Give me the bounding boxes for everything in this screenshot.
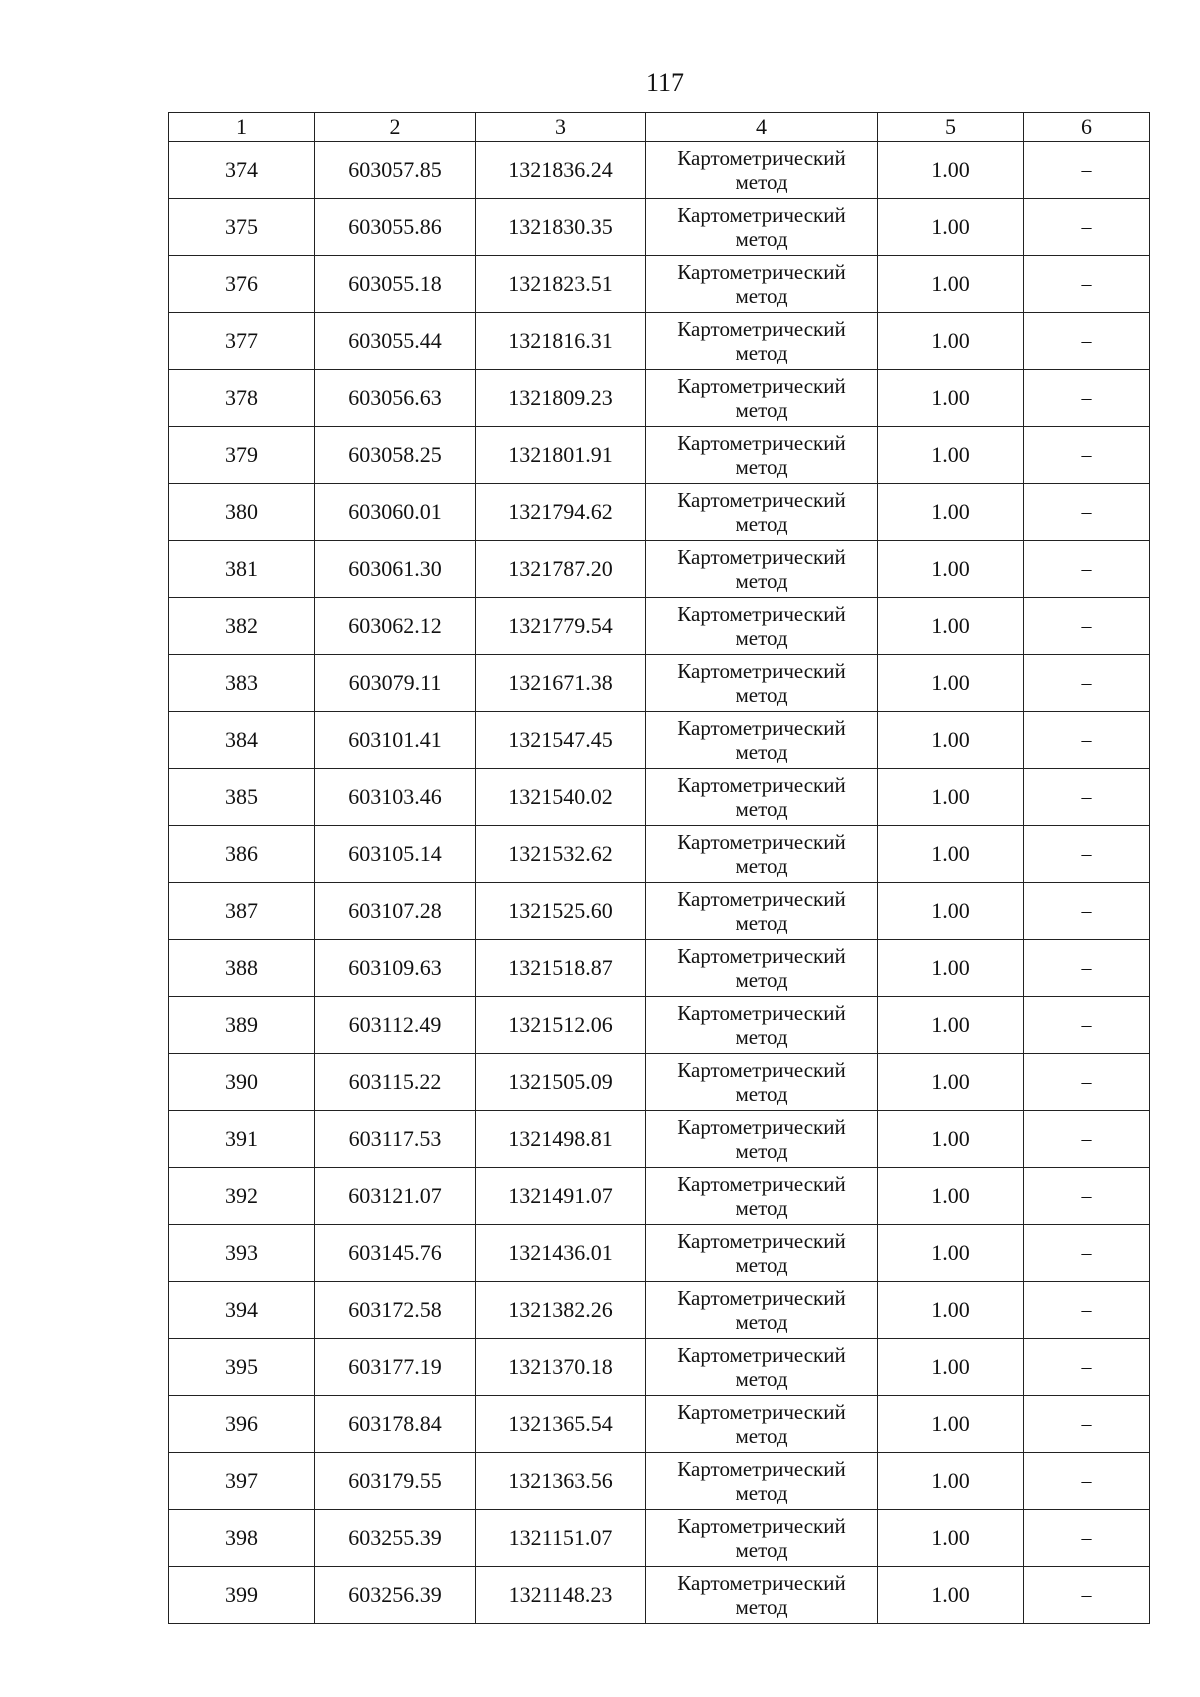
method-line-1: Картометрический xyxy=(677,1457,846,1481)
method-line-1: Картометрический xyxy=(677,716,846,740)
y-coordinate-cell: 1321836.24 xyxy=(476,142,646,199)
method-line-1: Картометрический xyxy=(677,374,846,398)
accuracy-cell: 1.00 xyxy=(878,313,1024,370)
method-line-2: метод xyxy=(735,1082,788,1106)
accuracy-cell: 1.00 xyxy=(878,1282,1024,1339)
accuracy-cell: 1.00 xyxy=(878,940,1024,997)
table-row xyxy=(169,142,1150,199)
x-coordinate-cell: 603101.41 xyxy=(315,712,476,769)
method-cell xyxy=(646,940,878,997)
table-row xyxy=(169,1225,1150,1282)
x-coordinate-cell: 603112.49 xyxy=(315,997,476,1054)
method-line-2: метод xyxy=(735,797,788,821)
table-row xyxy=(169,655,1150,712)
accuracy-cell: 1.00 xyxy=(878,712,1024,769)
point-number-cell: 376 xyxy=(169,256,315,313)
method-cell xyxy=(646,1111,878,1168)
method-line-1: Картометрический xyxy=(677,602,846,626)
note-cell: – xyxy=(1024,997,1150,1054)
method-cell xyxy=(646,199,878,256)
x-coordinate-cell: 603256.39 xyxy=(315,1567,476,1624)
x-coordinate-cell: 603056.63 xyxy=(315,370,476,427)
y-coordinate-cell: 1321363.56 xyxy=(476,1453,646,1510)
y-coordinate-cell: 1321823.51 xyxy=(476,256,646,313)
accuracy-cell: 1.00 xyxy=(878,1567,1024,1624)
y-coordinate-cell: 1321151.07 xyxy=(476,1510,646,1567)
accuracy-cell: 1.00 xyxy=(878,655,1024,712)
x-coordinate-cell: 603117.53 xyxy=(315,1111,476,1168)
note-cell: – xyxy=(1024,826,1150,883)
y-coordinate-cell: 1321491.07 xyxy=(476,1168,646,1225)
note-cell: – xyxy=(1024,256,1150,313)
x-coordinate-cell: 603055.86 xyxy=(315,199,476,256)
method-line-1: Картометрический xyxy=(677,146,846,170)
note-cell: – xyxy=(1024,142,1150,199)
method-cell xyxy=(646,1453,878,1510)
point-number-cell: 396 xyxy=(169,1396,315,1453)
note-cell: – xyxy=(1024,313,1150,370)
method-cell xyxy=(646,313,878,370)
method-cell xyxy=(646,256,878,313)
table-row xyxy=(169,1111,1150,1168)
point-number-cell: 393 xyxy=(169,1225,315,1282)
table-row xyxy=(169,826,1150,883)
accuracy-cell: 1.00 xyxy=(878,142,1024,199)
method-line-2: метод xyxy=(735,1196,788,1220)
method-cell xyxy=(646,883,878,940)
note-cell: – xyxy=(1024,199,1150,256)
method-line-1: Картометрический xyxy=(677,545,846,569)
method-line-1: Картометрический xyxy=(677,1229,846,1253)
note-cell: – xyxy=(1024,484,1150,541)
method-cell xyxy=(646,1567,878,1624)
y-coordinate-cell: 1321779.54 xyxy=(476,598,646,655)
method-line-2: метод xyxy=(735,398,788,422)
method-line-1: Картометрический xyxy=(677,659,846,683)
x-coordinate-cell: 603145.76 xyxy=(315,1225,476,1282)
x-coordinate-cell: 603115.22 xyxy=(315,1054,476,1111)
method-cell xyxy=(646,598,878,655)
accuracy-cell: 1.00 xyxy=(878,1510,1024,1567)
method-line-2: метод xyxy=(735,341,788,365)
accuracy-cell: 1.00 xyxy=(878,883,1024,940)
point-number-cell: 388 xyxy=(169,940,315,997)
x-coordinate-cell: 603178.84 xyxy=(315,1396,476,1453)
x-coordinate-cell: 603079.11 xyxy=(315,655,476,712)
method-line-1: Картометрический xyxy=(677,1058,846,1082)
x-coordinate-cell: 603062.12 xyxy=(315,598,476,655)
method-line-1: Картометрический xyxy=(677,260,846,284)
page-number: 117 xyxy=(645,68,685,97)
table-row xyxy=(169,997,1150,1054)
accuracy-cell: 1.00 xyxy=(878,256,1024,313)
x-coordinate-cell: 603121.07 xyxy=(315,1168,476,1225)
header-cell: 4 xyxy=(646,113,878,142)
accuracy-cell: 1.00 xyxy=(878,598,1024,655)
y-coordinate-cell: 1321816.31 xyxy=(476,313,646,370)
method-cell xyxy=(646,1339,878,1396)
method-line-1: Картометрический xyxy=(677,1172,846,1196)
method-cell xyxy=(646,370,878,427)
table-row xyxy=(169,1396,1150,1453)
note-cell: – xyxy=(1024,655,1150,712)
note-cell: – xyxy=(1024,1339,1150,1396)
y-coordinate-cell: 1321787.20 xyxy=(476,541,646,598)
accuracy-cell: 1.00 xyxy=(878,1339,1024,1396)
point-number-cell: 381 xyxy=(169,541,315,598)
method-line-2: метод xyxy=(735,512,788,536)
y-coordinate-cell: 1321525.60 xyxy=(476,883,646,940)
method-line-1: Картометрический xyxy=(677,773,846,797)
table-row xyxy=(169,1054,1150,1111)
method-cell xyxy=(646,1168,878,1225)
y-coordinate-cell: 1321382.26 xyxy=(476,1282,646,1339)
table-row xyxy=(169,484,1150,541)
note-cell: – xyxy=(1024,1567,1150,1624)
y-coordinate-cell: 1321148.23 xyxy=(476,1567,646,1624)
accuracy-cell: 1.00 xyxy=(878,1396,1024,1453)
method-cell xyxy=(646,1282,878,1339)
method-line-1: Картометрический xyxy=(677,431,846,455)
note-cell: – xyxy=(1024,598,1150,655)
accuracy-cell: 1.00 xyxy=(878,1054,1024,1111)
method-line-2: метод xyxy=(735,1025,788,1049)
point-number-cell: 380 xyxy=(169,484,315,541)
method-line-2: метод xyxy=(735,683,788,707)
method-line-2: метод xyxy=(735,227,788,251)
y-coordinate-cell: 1321540.02 xyxy=(476,769,646,826)
x-coordinate-cell: 603058.25 xyxy=(315,427,476,484)
method-line-1: Картометрический xyxy=(677,830,846,854)
note-cell: – xyxy=(1024,1282,1150,1339)
method-cell xyxy=(646,769,878,826)
method-line-1: Картометрический xyxy=(677,1571,846,1595)
point-number-cell: 383 xyxy=(169,655,315,712)
method-line-2: метод xyxy=(735,170,788,194)
method-line-2: метод xyxy=(735,740,788,764)
y-coordinate-cell: 1321512.06 xyxy=(476,997,646,1054)
method-line-1: Картометрический xyxy=(677,1115,846,1139)
point-number-cell: 386 xyxy=(169,826,315,883)
method-line-2: метод xyxy=(735,1538,788,1562)
x-coordinate-cell: 603060.01 xyxy=(315,484,476,541)
method-line-2: метод xyxy=(735,1139,788,1163)
method-line-1: Картометрический xyxy=(677,488,846,512)
table-row xyxy=(169,1567,1150,1624)
point-number-cell: 398 xyxy=(169,1510,315,1567)
table-row xyxy=(169,370,1150,427)
y-coordinate-cell: 1321801.91 xyxy=(476,427,646,484)
y-coordinate-cell: 1321547.45 xyxy=(476,712,646,769)
accuracy-cell: 1.00 xyxy=(878,370,1024,427)
point-number-cell: 394 xyxy=(169,1282,315,1339)
table-row xyxy=(169,256,1150,313)
method-cell xyxy=(646,484,878,541)
method-line-2: метод xyxy=(735,1253,788,1277)
accuracy-cell: 1.00 xyxy=(878,1168,1024,1225)
table-row xyxy=(169,712,1150,769)
table-row xyxy=(169,1282,1150,1339)
method-line-1: Картометрический xyxy=(677,1400,846,1424)
header-cell: 2 xyxy=(315,113,476,142)
method-line-2: метод xyxy=(735,284,788,308)
note-cell: – xyxy=(1024,883,1150,940)
x-coordinate-cell: 603177.19 xyxy=(315,1339,476,1396)
method-line-2: метод xyxy=(735,1310,788,1334)
method-line-2: метод xyxy=(735,1595,788,1619)
method-line-1: Картометрический xyxy=(677,317,846,341)
table-row xyxy=(169,1168,1150,1225)
y-coordinate-cell: 1321830.35 xyxy=(476,199,646,256)
method-line-2: метод xyxy=(735,1367,788,1391)
y-coordinate-cell: 1321671.38 xyxy=(476,655,646,712)
point-number-cell: 390 xyxy=(169,1054,315,1111)
method-line-2: метод xyxy=(735,569,788,593)
method-line-2: метод xyxy=(735,626,788,650)
method-cell xyxy=(646,1054,878,1111)
method-line-1: Картометрический xyxy=(677,944,846,968)
y-coordinate-cell: 1321809.23 xyxy=(476,370,646,427)
x-coordinate-cell: 603107.28 xyxy=(315,883,476,940)
method-line-1: Картометрический xyxy=(677,1286,846,1310)
x-coordinate-cell: 603179.55 xyxy=(315,1453,476,1510)
point-number-cell: 395 xyxy=(169,1339,315,1396)
point-number-cell: 399 xyxy=(169,1567,315,1624)
method-line-2: метод xyxy=(735,911,788,935)
x-coordinate-cell: 603105.14 xyxy=(315,826,476,883)
method-line-1: Картометрический xyxy=(677,1514,846,1538)
point-number-cell: 379 xyxy=(169,427,315,484)
point-number-cell: 377 xyxy=(169,313,315,370)
y-coordinate-cell: 1321498.81 xyxy=(476,1111,646,1168)
note-cell: – xyxy=(1024,769,1150,826)
header-cell: 1 xyxy=(169,113,315,142)
table-row xyxy=(169,427,1150,484)
accuracy-cell: 1.00 xyxy=(878,997,1024,1054)
note-cell: – xyxy=(1024,541,1150,598)
method-cell xyxy=(646,142,878,199)
x-coordinate-cell: 603055.44 xyxy=(315,313,476,370)
header-cell: 3 xyxy=(476,113,646,142)
table-header-row xyxy=(169,113,1150,142)
y-coordinate-cell: 1321518.87 xyxy=(476,940,646,997)
point-number-cell: 397 xyxy=(169,1453,315,1510)
y-coordinate-cell: 1321532.62 xyxy=(476,826,646,883)
method-line-2: метод xyxy=(735,854,788,878)
point-number-cell: 389 xyxy=(169,997,315,1054)
method-cell xyxy=(646,826,878,883)
point-number-cell: 382 xyxy=(169,598,315,655)
table-row xyxy=(169,769,1150,826)
table-row xyxy=(169,940,1150,997)
y-coordinate-cell: 1321794.62 xyxy=(476,484,646,541)
note-cell: – xyxy=(1024,1453,1150,1510)
accuracy-cell: 1.00 xyxy=(878,427,1024,484)
accuracy-cell: 1.00 xyxy=(878,1225,1024,1282)
method-line-1: Картометрический xyxy=(677,1343,846,1367)
accuracy-cell: 1.00 xyxy=(878,541,1024,598)
x-coordinate-cell: 603061.30 xyxy=(315,541,476,598)
x-coordinate-cell: 603057.85 xyxy=(315,142,476,199)
x-coordinate-cell: 603255.39 xyxy=(315,1510,476,1567)
method-line-2: метод xyxy=(735,1424,788,1448)
x-coordinate-cell: 603055.18 xyxy=(315,256,476,313)
point-number-cell: 391 xyxy=(169,1111,315,1168)
accuracy-cell: 1.00 xyxy=(878,1111,1024,1168)
table-row xyxy=(169,313,1150,370)
method-line-2: метод xyxy=(735,968,788,992)
header-cell: 5 xyxy=(878,113,1024,142)
x-coordinate-cell: 603103.46 xyxy=(315,769,476,826)
y-coordinate-cell: 1321370.18 xyxy=(476,1339,646,1396)
table-row xyxy=(169,1453,1150,1510)
method-line-1: Картометрический xyxy=(677,203,846,227)
table-row xyxy=(169,541,1150,598)
method-line-2: метод xyxy=(735,1481,788,1505)
point-number-cell: 387 xyxy=(169,883,315,940)
point-number-cell: 374 xyxy=(169,142,315,199)
method-cell xyxy=(646,1510,878,1567)
method-line-1: Картометрический xyxy=(677,887,846,911)
note-cell: – xyxy=(1024,427,1150,484)
table-row xyxy=(169,199,1150,256)
point-number-cell: 392 xyxy=(169,1168,315,1225)
point-number-cell: 384 xyxy=(169,712,315,769)
accuracy-cell: 1.00 xyxy=(878,769,1024,826)
point-number-cell: 378 xyxy=(169,370,315,427)
accuracy-cell: 1.00 xyxy=(878,826,1024,883)
method-cell xyxy=(646,541,878,598)
y-coordinate-cell: 1321505.09 xyxy=(476,1054,646,1111)
method-cell xyxy=(646,427,878,484)
method-cell xyxy=(646,712,878,769)
method-cell xyxy=(646,1396,878,1453)
note-cell: – xyxy=(1024,940,1150,997)
note-cell: – xyxy=(1024,1510,1150,1567)
header-cell: 6 xyxy=(1024,113,1150,142)
coordinates-table xyxy=(168,112,1150,1624)
point-number-cell: 375 xyxy=(169,199,315,256)
note-cell: – xyxy=(1024,370,1150,427)
note-cell: – xyxy=(1024,1168,1150,1225)
method-line-1: Картометрический xyxy=(677,1001,846,1025)
table-row xyxy=(169,1339,1150,1396)
note-cell: – xyxy=(1024,1111,1150,1168)
accuracy-cell: 1.00 xyxy=(878,484,1024,541)
x-coordinate-cell: 603109.63 xyxy=(315,940,476,997)
method-line-2: метод xyxy=(735,455,788,479)
method-cell xyxy=(646,997,878,1054)
y-coordinate-cell: 1321365.54 xyxy=(476,1396,646,1453)
accuracy-cell: 1.00 xyxy=(878,1453,1024,1510)
note-cell: – xyxy=(1024,1225,1150,1282)
point-number-cell: 385 xyxy=(169,769,315,826)
table-row xyxy=(169,598,1150,655)
y-coordinate-cell: 1321436.01 xyxy=(476,1225,646,1282)
x-coordinate-cell: 603172.58 xyxy=(315,1282,476,1339)
note-cell: – xyxy=(1024,1054,1150,1111)
method-cell xyxy=(646,655,878,712)
method-cell xyxy=(646,1225,878,1282)
note-cell: – xyxy=(1024,1396,1150,1453)
note-cell: – xyxy=(1024,712,1150,769)
table-row xyxy=(169,883,1150,940)
table-row xyxy=(169,1510,1150,1567)
accuracy-cell: 1.00 xyxy=(878,199,1024,256)
